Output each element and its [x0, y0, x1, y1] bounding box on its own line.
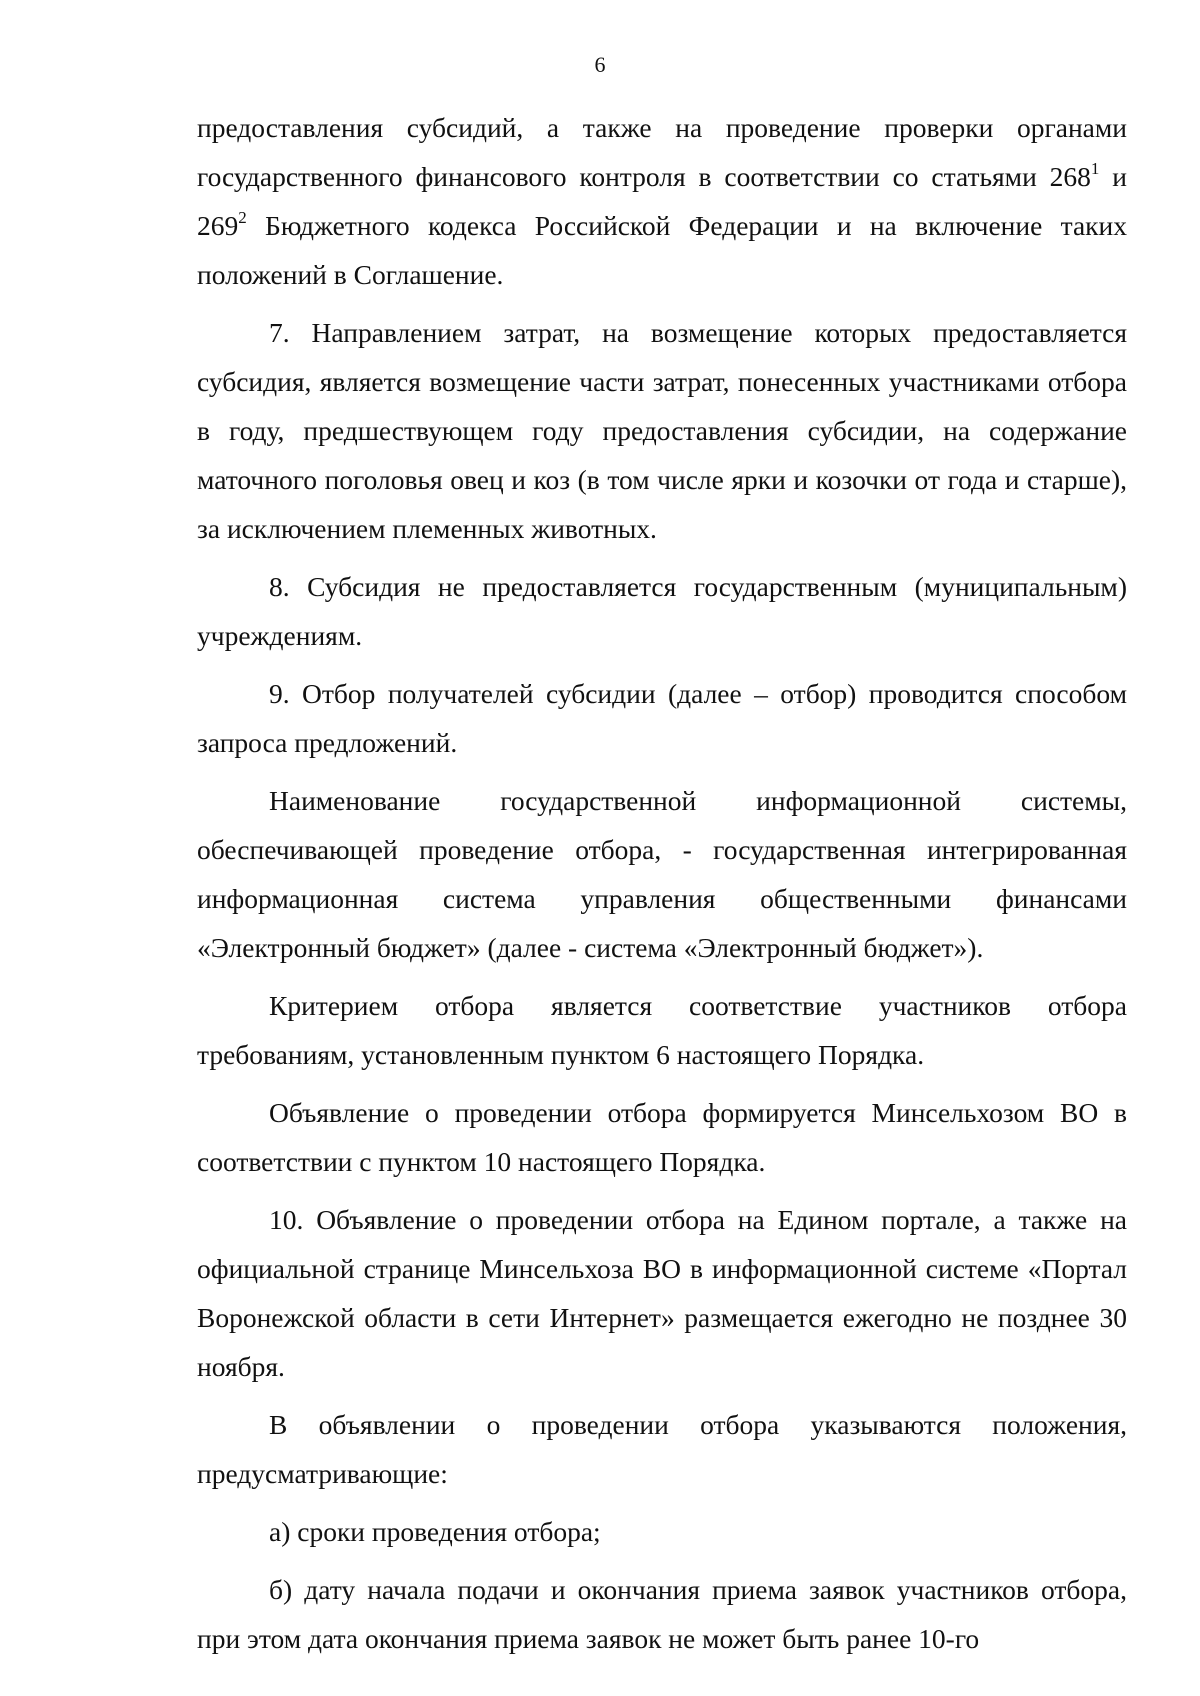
paragraph-9-criterion: Критерием отбора является соответствие участников отбора требованиям, установленным пунктом 6 настоящего Порядка. [197, 990, 1127, 1070]
superscript: 1 [1090, 159, 1100, 178]
paragraph-7: 7. Направлением затрат, на возмещение которых предоставляется субсидия, является возмещение части затрат, понесенных участниками отбора в году, предшествующем году предоставления субсидии, на содержание маточного поголовья овец и коз (в том числе ярки и козочки от года и старше), за исключением племенных животных. [197, 317, 1127, 544]
paragraph-9-system: Наименование государственной информационной системы, обеспечивающей проведение отбора, - государственная интегрированная информационная система управления общественными финансами «Электронный бюджет» (далее - система «Электронный бюджет»). [197, 785, 1127, 963]
paragraph-8: 8. Субсидия не предоставляется государственным (муниципальным) учреждениям. [197, 571, 1127, 651]
list-item-a: а) сроки проведения отбора; [269, 1516, 601, 1547]
paragraph-10: 10. Объявление о проведении отбора на Едином портале, а также на официальной странице Минсельхоза ВО в информационной системе «Портал Воронежской области в сети Интернет» размещается ежегодно не позднее 30 ноября. [197, 1204, 1127, 1382]
paragraph-continuation [197, 103, 1127, 299]
paragraph-10-provisions: В объявлении о проведении отбора указываются положения, предусматривающие: [197, 1409, 1127, 1489]
document-body [197, 103, 1127, 1663]
list-item-b: б) дату начала подачи и окончания приема заявок участников отбора, при этом дата окончания приема заявок не может быть ранее 10-го [197, 1574, 1127, 1654]
text-segment: предоставления субсидий, а также на проведение проверки органами государственного финансового контроля в соответствии со статьями 268 [197, 112, 1127, 192]
page-number: 6 [594, 52, 606, 77]
paragraph-9: 9. Отбор получателей субсидии (далее – отбор) проводится способом запроса предложений. [197, 678, 1127, 758]
text-segment: Бюджетного кодекса Российской Федерации и на включение таких положений в Соглашение. [197, 210, 1127, 290]
text-segment: и 269 [197, 161, 1127, 241]
paragraph-9-announcement: Объявление о проведении отбора формируется Минсельхозом ВО в соответствии с пунктом 10 настоящего Порядка. [197, 1097, 1127, 1177]
superscript: 2 [238, 208, 247, 227]
